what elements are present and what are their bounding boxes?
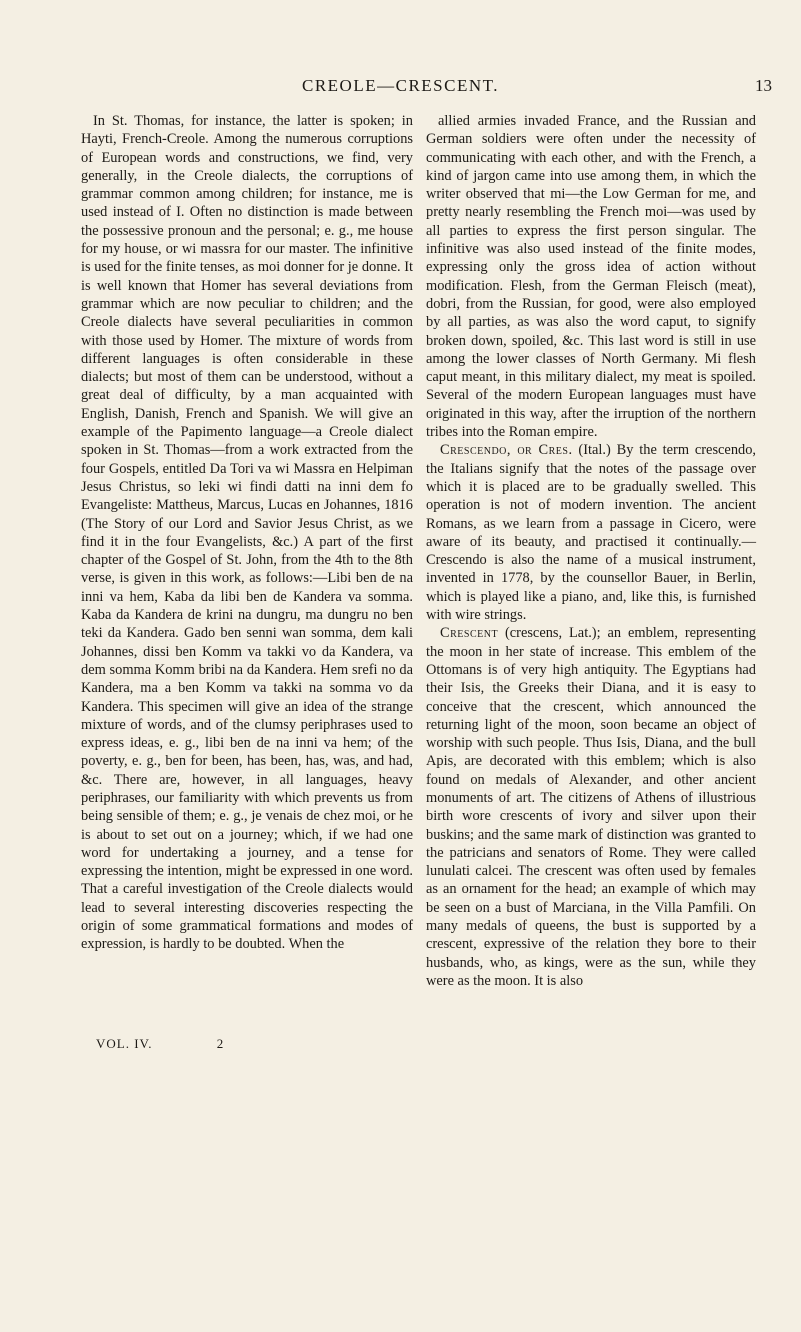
entry-text: (Ital.) By the term crescendo, the Italians signify that the notes of the passage over which it is placed are to be gradually swelled. This operation is not of modern invention. The ancient Romans, as we learn from a passage in Cicero, were aware of its beauty, and practised it continually.—Crescendo is also the name of a musical instrument, invented in 1778, by the counsellor Bauer, in Berlin, which is played like a piano, and, like this, is furnished with wire strings. [426,442,757,624]
right-column [426,112,756,990]
entry-text: (crescens, Lat.); an emblem, representing the moon in her state of increase. This emblem of the Ottomans is of very high antiquity. The Egyptians had their Isis, the Greeks their Diana, and it is easy to conceive that the crescent, which announced the returning light of the moon, soon became an object of worship with such people. Thus Isis, Diana, and the bull Apis, are decorated with this emblem; which is also found on medals of Alexander, and other ancient monuments of art. The citizens of Athens of illustrious birth wore crescents of ivory and silver upon their buskins; and the same mark of distinction was granted to the patricians and senators of Rome. They were called lunulati calcei. The crescent was often used by females as an ornament for the head; an example of which may be seen on a bust of Marciana, in the Villa Pamfili. On many medals of queens, the bust is supported by a crescent, expressive of the relation they bore to their husbands, who, as kings, were as the sun, while they were as the moon. It is also [426,625,756,989]
entry-headword: Crescendo, or Cres. [440,442,573,459]
entry-headword: Crescent [440,625,499,642]
paragraph: In St. Thomas, for instance, the latter is spoken; in Hayti, French-Creole. Among the numerous corruptions of European words and constructions, we find, very generally, in the Creole dialects, the corruptions of grammar common among children; for instance, me is used instead of I. Often no distinction is made between the possessive pronoun and the personal; e. g., me house for my house, or wi massra for our master. The infinitive is used for the finite tenses, as moi donner for je donne. It is well known that Homer has several deviations from grammar which are now peculiar to children; and the Creole dialects have several peculiarities in common with those used by Homer. The mixture of words from different languages is often considerable in these dialects; but most of them can be understood, without a great deal of difficulty, by a man acquainted with English, Danish, French and Spanish. We will give an example of the Papimento language—a Creole dialect spoken in St. Thomas—from a work extracted from the four Gospels, entitled Da Tori va wi Massra en Helpiman Jesus Christus, so leki wi findi datti na inni dem fo Evangeliste: Mattheus, Marcus, Lucas en Johannes, 1816 (The Story of our Lord and Savior Jesus Christ, as we find it in the four Evangelists, &c.) A part of the first chapter of the Gospel of St. John, from the 4th to the 8th verse, is given in this work, as follows:—Libi ben de na inni va hem, Kaba da libi ben de Kandera va somma. Kaba da Kandera de krini na dungru, ma dungru no ben teki da Kandera. Gado ben senni wan somma, dem kali Johannes, dissi ben Komm va takki vo da Kandera, va dem somma Komm bribi na da Kandera. Hem srefi no da Kandera, ma a ben Komm va takki na somma vo da Kandera. This specimen will give an idea of the strange mixture of words, and of the clumsy periphrases used to express ideas, e. g., libi ben de na inni va hem; of the poverty, e. g., ben for been, has been, has, was, and had, &c. There are, however, in all languages, heavy periphrases, our familiarity with which prevents us from being sensible of them; e. g., je venais de chez moi, or he is about to set out on a journey; which, if we had one word for undertaking a journey, and a tense for expressing the intention, might be expressed in one word. That a careful investigation of the Creole dialects would lead to several interesting discoveries respecting the origin of some grammatical formations and modes of expression, is hardly to be doubted. When the [81,113,413,953]
entry-crescent [426,624,756,990]
left-column [81,112,413,954]
paragraph: allied armies invaded France, and the Russian and German soldiers were often under the necessity of communicating with each other, and with the French, a kind of jargon came into use among them, in which the writer observed that mi—the Low German for me, and pretty nearly resembling the French moi—was used by all parties to express the first person singular. The infinitive was also used instead of the finite modes, expressing only the gross idea of action without modification. Flesh, from the German Fleisch (meat), dobri, from the Russian, for good, were also employed by all parties, as was also the word caput, to signify broken down, spoiled, &c. This last word is still in use among the lower classes of North Germany. Mi flesh caput meant, in this military dialect, my meat is spoiled. Several of the modern European languages must have originated in this way, after the irruption of the northern tribes into the Roman empire. [426,113,756,441]
page-number: 13 [755,76,772,95]
signature-line [96,1036,284,1052]
volume-label: VOL. IV. [96,1036,153,1051]
signature-mark: 2 [216,1036,225,1051]
running-head: CREOLE—CRESCENT. [302,76,499,95]
entry-crescendo [426,441,756,624]
